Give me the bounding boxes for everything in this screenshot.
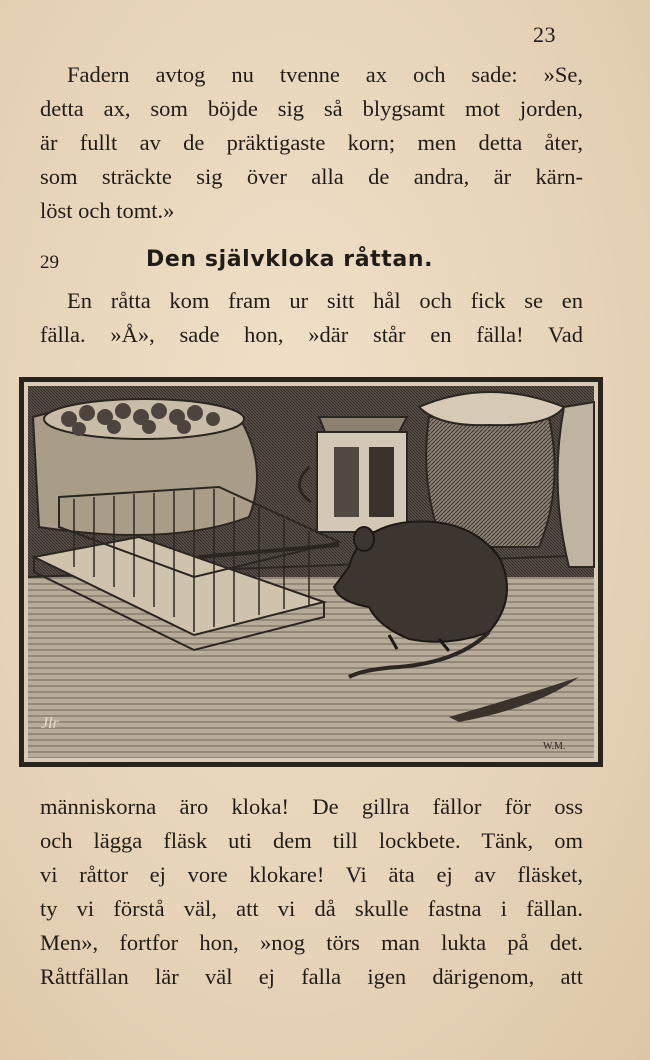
text-line: som sträckte sig över alla de andra, är kärn- xyxy=(40,164,583,189)
paragraph-story-continuation xyxy=(40,790,583,994)
text-line: ty vi förstå väl, att vi då skulle fastna i fällan. xyxy=(40,896,583,921)
text-line: fälla. »Å», sade hon, »där står en fälla! Vad xyxy=(40,322,583,347)
text-line: detta ax, som böjde sig så blygsamt mot jorden, xyxy=(40,96,583,121)
text-line: är fullt av de präktigaste korn; men detta åter, xyxy=(40,130,583,155)
text-line: vi råttor ej vore klokare! Vi äta ej av fläsket, xyxy=(40,862,583,887)
text-line: löst och tomt.» xyxy=(40,198,175,223)
text-line: och lägga fläsk uti dem till lockbete. Tänk, om xyxy=(40,828,583,853)
illustrator-signature-left: Jlr xyxy=(41,715,59,732)
illustrator-signature-right: W.M. xyxy=(543,741,566,752)
page-number: 23 xyxy=(533,22,556,47)
sack-icon xyxy=(33,399,257,535)
story-title: Den självkloka råttan. xyxy=(146,247,434,272)
story-number: 29 xyxy=(40,252,59,273)
text-line: människorna äro kloka! De gillra fällor för oss xyxy=(40,794,583,819)
text-line: Råttfällan lär väl ej falla igen därigenom, att xyxy=(40,964,583,989)
text-line: En råtta kom fram ur sitt hål och fick se en xyxy=(67,288,583,313)
paragraph-fable-ending xyxy=(40,58,583,228)
paragraph-story-opening xyxy=(40,284,583,352)
text-line: Men», fortfor hon, »nog törs man lukta på det. xyxy=(40,930,583,955)
illustration-rat-and-trap xyxy=(19,377,603,767)
text-line: Fadern avtog nu tvenne ax och sade: »Se, xyxy=(67,62,583,87)
